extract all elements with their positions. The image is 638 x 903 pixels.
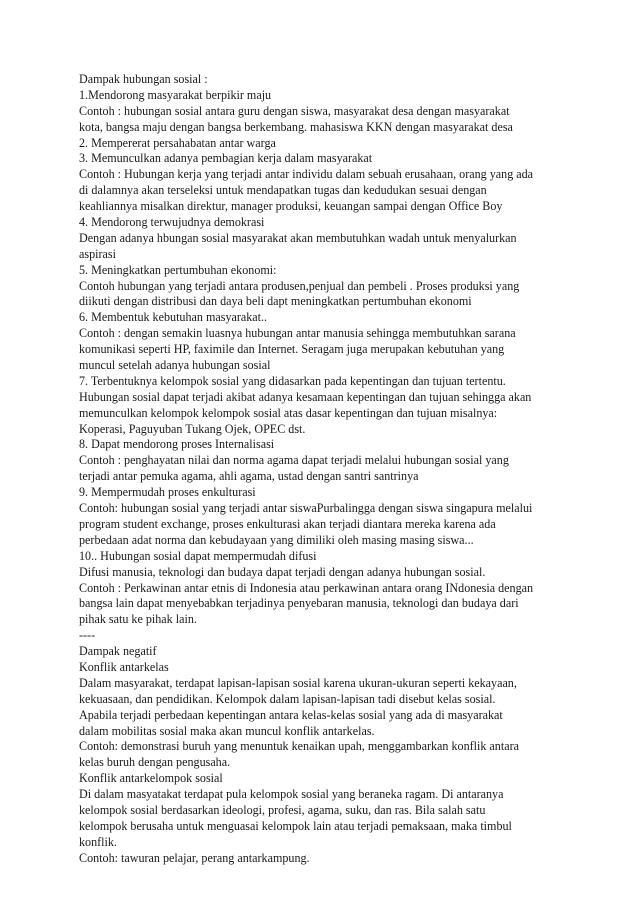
text-line: Difusi manusia, teknologi dan budaya dapat terjadi dengan adanya hubungan sosial. (79, 564, 486, 579)
text-line: perbedaan adat norma dan kebudayaan yang dimiliki oleh masing masing siswa... (79, 532, 474, 547)
text-line: Konflik antarkelas (79, 659, 169, 674)
text-line: Dampak negatif (79, 644, 157, 659)
text-line: muncul setelah adanya hubungan sosial (79, 358, 271, 373)
text-line: aspirasi (79, 246, 116, 261)
text-line: Dalam masyarakat, terdapat lapisan-lapisan sosial karena ukuran-ukuran seperti kekayaan, (79, 675, 517, 690)
text-line: 10.. Hubungan sosial dapat mempermudah difusi (79, 548, 317, 563)
text-line: Konflik antarkelompok sosial (79, 771, 223, 786)
text-line: memunculkan kelompok kelompok sosial atas dasar kepentingan dan tujuan misalnya: (79, 405, 498, 420)
text-line: kelompok sosial berdasarkan ideologi, profesi, agama, suku, dan ras. Bila salah satu (79, 802, 486, 817)
text-line: kelas buruh dengan pengusaha. (79, 755, 231, 770)
text-line: Hubungan sosial dapat terjadi akibat adanya kesamaan kepentingan dan tujuan sehingga akan (79, 389, 532, 404)
text-line: Apabila terjadi perbedaan kepentingan antara kelas-kelas sosial yang ada di masyarakat (79, 707, 503, 722)
document-body (79, 72, 571, 867)
text-line: 8. Dapat mendorong proses Internalisasi (79, 437, 275, 452)
text-line: diikuti dengan distribusi dan daya beli dapt meningkatkan pertumbuhan ekonomi (79, 294, 472, 309)
text-line: keahliannya misalkan direktur, manager produksi, keuangan sampai dengan Office Boy (79, 199, 503, 214)
text-line: Contoh : dengan semakin luasnya hubungan antar manusia sehingga membutuhkan sarana (79, 326, 516, 341)
text-line: Contoh : Perkawinan antar etnis di Indonesia atau perkawinan antara orang INdonesia dengan (79, 580, 534, 595)
text-line: Di dalam masyatakat terdapat pula kelompok sosial yang beraneka ragam. Di antaranya (79, 787, 504, 802)
text-line: Dengan adanya hbungan sosial masyarakat akan membutuhkan wadah untuk menyalurkan (79, 230, 517, 245)
text-line: 7. Terbentuknya kelompok sosial yang didasarkan pada kepentingan dan tujuan tertentu. (79, 373, 506, 388)
text-line: konflik. (79, 834, 117, 849)
text-line: dalam mobilitas sosial maka akan muncul konflik antarkelas. (79, 723, 375, 738)
text-line: terjadi antar pemuka agama, ahli agama, ustad dengan santri santrinya (79, 469, 419, 484)
text-line: Contoh: demonstrasi buruh yang menuntuk kenaikan upah, menggambarkan konflik antara (79, 739, 519, 754)
text-line: Dampak hubungan sosial : (79, 72, 208, 86)
text-line: Contoh: hubungan sosial yang terjadi antar siswaPurbalingga dengan siswa singapura melalui (79, 501, 533, 516)
text-line: program student exchange, proses enkulturasi akan terjadi diantara mereka karena ada (79, 516, 496, 531)
text-line: 9. Mempermudah proses enkulturasi (79, 485, 256, 500)
text-line: ---- (79, 628, 96, 643)
text-line: Contoh : hubungan sosial antara guru dengan siswa, masyarakat desa dengan masyarakat (79, 103, 510, 118)
text-line: 5. Meningkatkan pertumbuhan ekonomi: (79, 262, 277, 277)
text-line: bangsa lain dapat menyebabkan terjadinya penyebaran manusia, teknologi dan budaya dari (79, 596, 519, 611)
text-line: Contoh: tawuran pelajar, perang antarkampung. (79, 850, 310, 865)
text-line: komunikasi seperti HP, faximile dan Internet. Seragam juga merupakan kebutuhan yang (79, 342, 505, 357)
text-line: 2. Mempererat persahabatan antar warga (79, 135, 276, 150)
text-line: pihak satu ke pihak lain. (79, 612, 197, 627)
text-line: kota, bangsa maju dengan bangsa berkembang. mahasiswa KKN dengan masyarakat desa (79, 119, 513, 134)
text-line: Contoh : Hubungan kerja yang terjadi antar individu dalam sebuah erusahaan, orang yang ada (79, 167, 534, 182)
text-line: di dalamnya akan terseleksi untuk mendapatkan tugas dan kedudukan sesuai dengan (79, 183, 487, 198)
text-line: kelompok berusaha untuk menguasai kelompok lain atau terjadi pemaksaan, maka timbul (79, 818, 512, 833)
text-line: Koperasi, Paguyuban Tukang Ojek, OPEC dst. (79, 421, 306, 436)
text-line: 3. Memunculkan adanya pembagian kerja dalam masyarakat (79, 151, 373, 166)
text-line: 6. Membentuk kebutuhan masyarakat.. (79, 310, 268, 325)
text-line: kekuasaan, dan pendidikan. Kelompok dalam lapisan-lapisan tadi disebut kelas sosial. (79, 691, 496, 706)
text-line: Contoh : penghayatan nilai dan norma agama dapat terjadi melalui hubungan sosial yang (79, 453, 509, 468)
text-line: Contoh hubungan yang terjadi antara produsen,penjual dan pembeli . Proses produksi yang (79, 278, 520, 293)
text-line: 1.Mendorong masyarakat berpikir maju (79, 87, 272, 102)
text-line: 4. Mendorong terwujudnya demokrasi (79, 215, 265, 230)
